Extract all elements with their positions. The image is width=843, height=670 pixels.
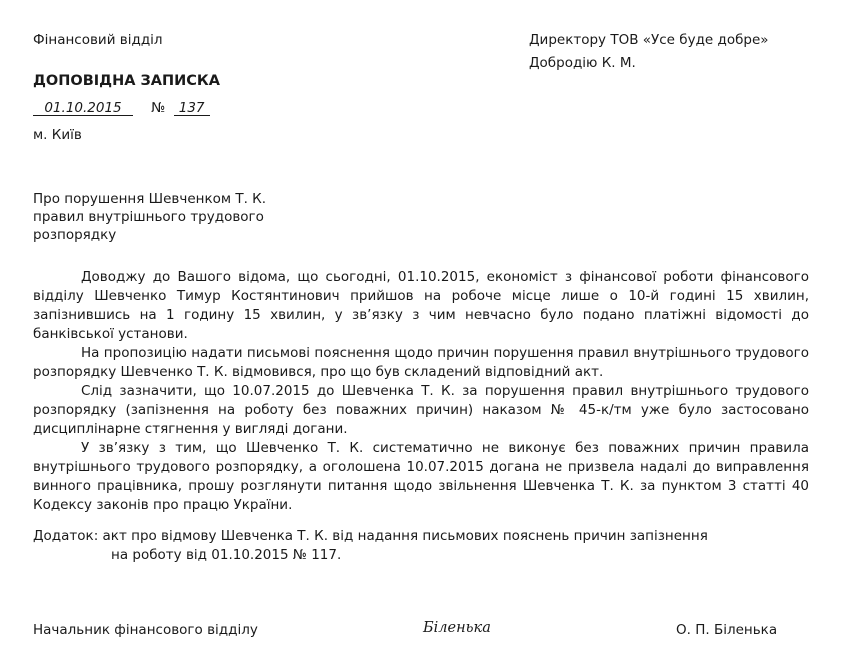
subject-line-1: Про порушення Шевченком Т. К. — [33, 191, 267, 207]
document-type-title: ДОПОВІДНА ЗАПИСКА — [33, 73, 220, 89]
document-place: м. Київ — [33, 127, 82, 143]
number-label: № — [151, 100, 166, 116]
date-number-line — [33, 100, 210, 116]
body-paragraph-2: На пропозицію надати письмові пояснення щодо причин порушення правил внутрішнього трудового розпорядку Шевченко Т. К. відмовився, про що був складений відповідний акт. — [33, 345, 809, 380]
signatory-position: Начальник фінансового відділу — [33, 622, 258, 638]
memo-body — [33, 268, 809, 515]
addressee-line-1: Директору ТОВ «Усе буде добре» — [529, 32, 769, 48]
subject-line-2: правил внутрішнього трудового — [33, 209, 264, 225]
appendix-line-1: Додаток: акт про відмову Шевченка Т. К. від надання письмових пояснень причин запізнення — [33, 528, 708, 544]
addressee-line-2: Добродію К. М. — [529, 55, 636, 71]
body-paragraph-4: У зв’язку з тим, що Шевченко Т. К. систематично не виконує без поважних причин правила внутрішнього трудового розпорядку, а оголошена 10.07.2015 догана не призвела надалі до виправлення винного працівника, прошу розглянути питання щодо звільнення Шевченка Т. К. за пунктом 3 статті 40 Кодексу законів про працю України. — [33, 440, 809, 513]
subject-line-3: розпорядку — [33, 227, 117, 243]
document-date: 01.10.2015 — [33, 101, 133, 116]
document-number: 137 — [174, 101, 210, 116]
appendix-line-2: на роботу від 01.10.2015 № 117. — [111, 547, 342, 563]
sender-department: Фінансовий відділ — [33, 32, 163, 48]
signatory-name: О. П. Біленька — [676, 622, 778, 638]
body-paragraph-1: Доводжу до Вашого відома, що сьогодні, 01.10.2015, економіст з фінансової роботи фінансового відділу Шевченко Тимур Костянтинович прийшов на робоче місце лише о 10-й годині 15 хвилин, запізнившись на 1 годину 15 хвилин, у зв’язку з чим невчасно було подано платіжні відомості до банківської установи. — [33, 269, 809, 342]
handwritten-signature: Біленька — [423, 620, 491, 636]
body-paragraph-3: Слід зазначити, що 10.07.2015 до Шевченка Т. К. за порушення правил внутрішнього трудового розпорядку (запізнення на роботу без поважних причин) наказом № 45-к/тм уже було застосовано дисциплінарне стягнення у вигляді догани. — [33, 383, 809, 437]
